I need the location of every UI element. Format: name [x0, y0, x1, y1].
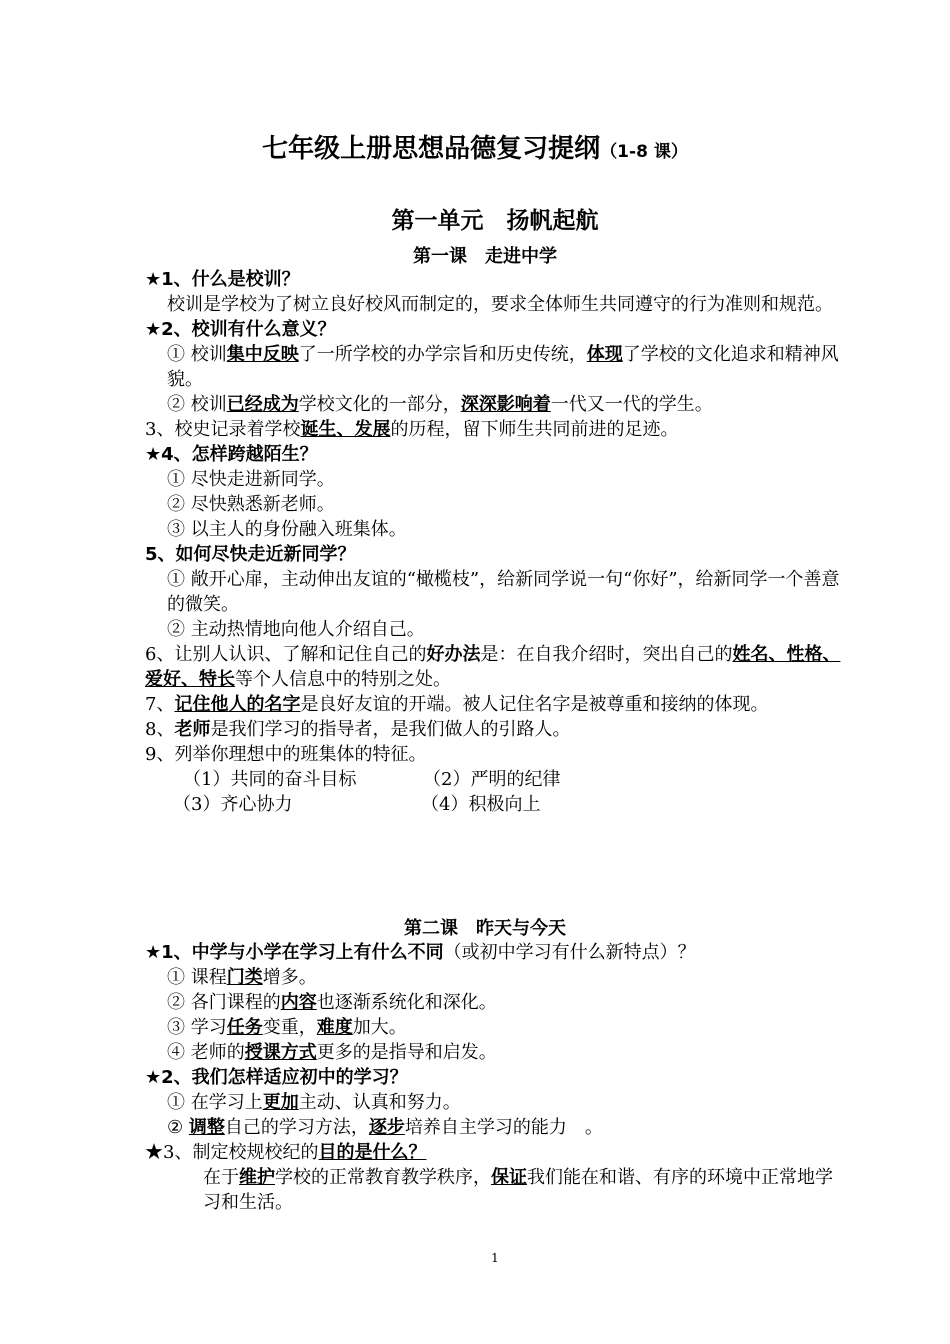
- lesson-1-body: [145, 267, 850, 817]
- item-7: 7、记住他人的名字是良好友谊的开端。被人记住名字是被尊重和接纳的体现。: [145, 694, 769, 715]
- answer-2-item-1: ① 校训集中反映了一所学校的办学宗旨和历史传统，体现了学校的文化追求和精神风貌。: [167, 344, 839, 390]
- answer-2-item-2: ② 校训已经成为学校文化的一部分，深深影响着一代又一代的学生。: [167, 394, 713, 415]
- answer-2-item-1: ① 在学习上更加主动、认真和努力。: [167, 1092, 461, 1113]
- lesson-2-heading: 第二课 昨天与今天: [404, 918, 566, 939]
- answer-4-item-1: ① 尽快走进新同学。: [167, 469, 335, 490]
- question-4: ★4、怎样跨越陌生？: [145, 444, 318, 465]
- item-8: 8、老师是我们学习的指导者，是我们做人的引路人。: [145, 719, 571, 740]
- answer-1: 校训是学校为了树立良好校风而制定的，要求全体师生共同遵守的行为准则和规范。: [167, 294, 833, 315]
- answer-4-item-3: ③ 以主人的身份融入班集体。: [167, 519, 407, 540]
- title-sub: （1-8 课）: [600, 142, 688, 162]
- feature-row-1: （1）共同的奋斗目标 （2）严明的纪律: [183, 769, 561, 790]
- answer-3: 在于维护学校的正常教育教学秩序，保证我们能在和谐、有序的环境中正常地学习和生活。: [203, 1167, 833, 1213]
- question-5: 5、如何尽快走近新同学？: [145, 544, 356, 565]
- feature-row-2: （3）齐心协力 （4）积极向上: [173, 794, 541, 815]
- unit-heading: 第一单元 扬帆起航: [391, 208, 599, 234]
- item-9: 9、列举你理想中的班集体的特征。: [145, 744, 427, 765]
- answer-1-item-3: ③ 学习任务变重，难度加大。: [167, 1017, 407, 1038]
- page-number: 1: [491, 1251, 499, 1265]
- lesson-1-heading: 第一课 走进中学: [413, 246, 557, 267]
- question-1: ★1、中学与小学在学习上有什么不同（或初中学习有什么新特点）？: [145, 942, 696, 963]
- question-2: ★2、校训有什么意义？: [145, 319, 336, 340]
- answer-5-item-1: ① 敞开心扉，主动伸出友谊的“橄榄枝”，给新同学说一句“你好”，给新同学一个善意的微笑。: [167, 569, 840, 615]
- answer-4-item-2: ② 尽快熟悉新老师。: [167, 494, 335, 515]
- question-3: ★3、制定校规校纪的目的是什么？: [145, 1142, 427, 1163]
- item-3: 3、校史记录着学校诞生、发展的历程，留下师生共同前进的足迹。: [145, 419, 679, 440]
- question-1: ★1、什么是校训？: [145, 269, 300, 290]
- title-main: 七年级上册思想品德复习提纲: [262, 134, 601, 164]
- answer-1-item-1: ① 课程门类增多。: [167, 967, 317, 988]
- item-6: 6、让别人认识、了解和记住自己的好办法是：在自我介绍时，突出自己的姓名、性格、爱好、特长等个人信息中的特别之处。: [145, 644, 841, 690]
- answer-1-item-4: ④ 老师的授课方式更多的是指导和启发。: [167, 1042, 497, 1063]
- lesson-2-body: [145, 940, 850, 1215]
- answer-2-item-2: ② 调整自己的学习方法，逐步培养自主学习的能力 。: [167, 1117, 603, 1138]
- answer-5-item-2: ② 主动热情地向他人介绍自己。: [167, 619, 425, 640]
- page-title: [0, 128, 950, 165]
- answer-1-item-2: ② 各门课程的内容也逐渐系统化和深化。: [167, 992, 497, 1013]
- question-2: ★2、我们怎样适应初中的学习？: [145, 1067, 408, 1088]
